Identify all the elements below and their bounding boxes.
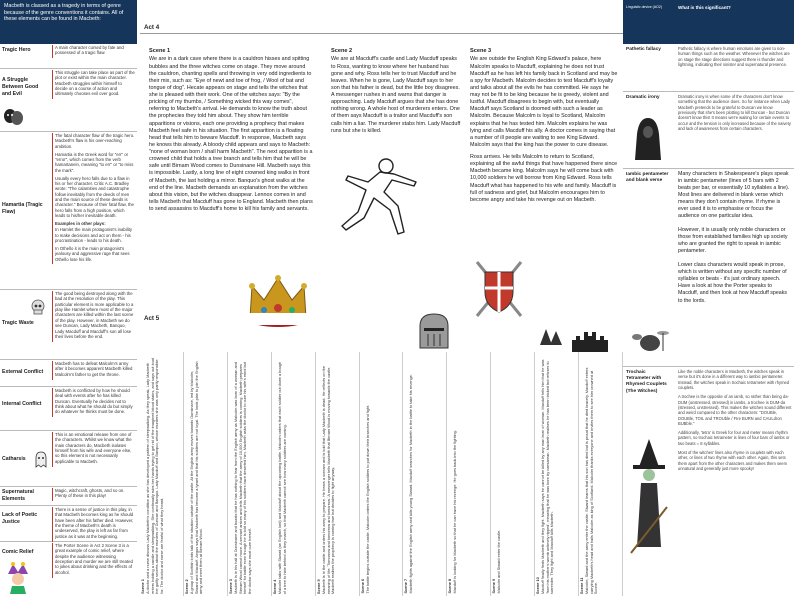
act-5-scene-4 (272, 352, 316, 596)
term-row-good-evil (0, 69, 137, 132)
scene-summary: Macbeth fights against the English army and kills young Siward. Macduff searches for Macbeth in the battle to take his revenge. (408, 374, 414, 594)
body-outline-icon (328, 152, 448, 242)
act-4-scene-1 (146, 46, 316, 256)
device-description: Pathetic fallacy is where human emotions are given to non-human things such as the weather. Whenever the witches are on stage the stage directions suggest there is thunder and lightning, indicating their sinister and supernatural presence. (678, 46, 790, 67)
term-label: A Struggle Between Good and Evil (2, 77, 39, 97)
term-row-tragic-hero (0, 44, 137, 69)
term-description: There is a sense of justice in this play, in that Macbeth becomes king as he should have been after his father died. However, the theme of Macbeth's death is undeserved, the play is left as far from justice as it was at the beginning. (52, 507, 135, 542)
device-label: Dramatic irony (626, 95, 660, 100)
act-5-scene-9 (491, 352, 535, 596)
genre-header: Macbeth is classed as a tragedy in terms of genre because of the genre conventions it contains. All of these elements can be found in Macbeth: (0, 0, 137, 44)
device-description: Like the noble characters in Macbeth, the witches speak in verse but it's done in a different way to iambic pentameter. Instead, the witches speak in trochaic tetrameter with rhymed couplets. A trochee is the opposite of an iamb, so rather than being da-DUM (unstressed, stressed) in iambs, a trochee is DUM-da (stressed, unstressed). This makes the witches sound different and weird compared to the other characters: "DOUBle, DOUBle, TOIL and TROUble / FIre BURN and CAULdron BUBble." Additionally, 'tetra' is Greek for four and meter means rhythm pattern, so trochaic tetrameter is lines of four bars of iambs or two beats = 8 syllables. Most of the witches' lines also rhyme in couplets with each other, or lines of two rhyme with each other. Again, this sets them apart from the other characters and makes them seem unnatural and generally just more spooky! (678, 369, 792, 471)
scene-summary: Macbeth is in the castle and orders his army to prepare. He hears a scream and is told that Lady Macbeth is dead. He reflects on the meaning of life: 'Tomorrow and tomorrow and tomorrow.' A messenger tells Macbeth that Birnam Wood is moving towards the castle. Macbeth realises the prophecy is coming true but decides to fight anyway. (320, 365, 335, 594)
device-description: Many characters in Shakespeare's plays speak in iambic pentameter (lines of 5 bars with 2 beats per bar, or essentially 10 syllables a line). Most lines are delivered in blank verse which means they don't contain rhyme. If rhyme is ever used it is to emphasise or focus the audience on one particular idea. However, it is usually only noble characters or those from established families high up society who are granted the right to speak in iambic pentameter. Lower class characters would speak in prose, which is written without any specific number of syllables or beats - it's just ordinary speech. Have a look at how the Porter speaks to Macduff, and then look at how Macduff speaks to the lords. (678, 171, 790, 304)
scene-summary: We are outside the English King Edward's palace, here Malcolm speaks to Macduff, explaining he does not trust Macduff as he has left his family back in Scotland and may be a spy for Macbeth. Malcolm decides to test Macduff's loyalty and talks about all the evils he has committed. He says he may not be fit to be king because he is greedy, violent and lustful. Macduff disagrees to begin with, but eventually Macduff says Scotland is doomed with such a leader as Malcolm. Because Malcolm is loyal to Scotland, Malcolm explains that he has tested him. Malcolm explains he was lying and calls Macduff his ally. A doctor comes in saying that a number of ill people are waiting to see King Edward. Malcolm says that the king has the power to cure disease. (470, 56, 618, 148)
term-label: External Conflict (2, 369, 44, 375)
term-row-internal-conflict (0, 387, 137, 431)
device-row-dramatic-irony (623, 92, 794, 169)
scene-summary: Malcolm and Siward enter the castle. (496, 530, 502, 594)
term-row-tragic-waste (0, 290, 137, 360)
scene-heading: Scene 7 (403, 579, 409, 594)
act-4-scene-2 (328, 46, 464, 146)
term-label: Internal Conflict (2, 401, 42, 407)
term-row-external-conflict (0, 360, 137, 387)
scene-heading: Scene 2 (331, 48, 353, 54)
scene-summary: Macduff finally finds Macbeth and they fight. Macbeth says he cannot be killed by any man born of woman. Macduff tells him that he was 'from his mother's womb untimely ripped', meaning that he was born by caesarean. Macbeth realises he has been tricked but refuses to surrender. They fight and Macduff kills Macbeth. (539, 359, 555, 594)
scene-heading: Scene 10 (535, 577, 541, 594)
scene-heading: Scene 9 (491, 579, 497, 594)
scene-summary: A group of Scottish lords talk of the situation outside of the castle. At the English army moves towards Dunsinane, led by Malcolm, Siward and Macduff. Angus says that Macbeth has become a tyrant and that his soldiers are not loyal. The lords plan to join the English army and meet them at Birnam Wood. (188, 361, 204, 594)
act-5-scene-11 (579, 352, 623, 596)
device-column-header: Linguistic device (AO2) (623, 0, 672, 44)
scene-heading: Scene 1 (140, 579, 145, 594)
trees-silhouette-icon (538, 327, 564, 345)
significance-column-header: What is this significant? (672, 0, 794, 44)
term-row-supernatural (0, 487, 137, 506)
term-description: A main character cursed by fate and possessed of a tragic flaw. (52, 45, 135, 58)
device-label: Trochaic Tetrameter with Rhymed Couplets (The Witches) (626, 370, 667, 394)
act-4-scene-3 (467, 46, 621, 266)
scene-heading: Scene 3 (227, 579, 233, 594)
ghost-icon (33, 451, 49, 469)
device-label: Iambic pentameter and blank verse (626, 172, 669, 184)
scene-summary: Ross arrives. He tells Malcolm to return to Scotland, explaining all the awful things that have happened there since Macbeth became king. Malcolm says he will come back with 10,000 soldiers he will borrow from King Edward. Ross tells Macduff what has happened to his wife and family. Macduff is full of sadness and grief, but Malcolm encourages him to become angry and take his revenge out on Macbeth. (470, 154, 618, 203)
scene-heading: Scene 5 (315, 579, 321, 594)
act-5-scene-5 (316, 352, 360, 596)
term-row-hamartia (0, 132, 137, 290)
term-description: The Porter Scene in Act 2 Scene 3 is a great example of comic relief, where despite the audience witnessing deception and murder we are still treated to jokes about drinking and the effects of alcohol. (52, 543, 135, 578)
act-4-header: Act 4 (140, 22, 623, 34)
witch-icon (629, 437, 669, 557)
drum-kit-icon (631, 319, 669, 353)
scene-heading: Scene 11 (579, 577, 585, 594)
scene-heading: Scene 4 (271, 579, 277, 594)
scene-summary: A doctor and a nurse discuss Lady Macbeth's condition as she has developed a pattern of sleepwalking. As they speak, Lady Macbeth enters holding a candle and sleepwalking. She continually rubs her hands trying to get rid of the imagined blood stains, and says out loud her guilty secrets about the murders of Duncan and Banquo. Lady Macduff and Banquo, whose murders she was only partly responsible for. The doctor and nurse are fearful of what they heard. (144, 358, 165, 594)
scene-summary: We are in a dark cave where there is a cauldron hisses and spitting bubbles and the three witches come on stage. They move around the cauldron, chanting spells and throwing in very odd ingredients to their mix, such as: "Eye of newt and toe of frog, / Wool of bat and tongue of dog". Hecate appears on stage and tells the witches that she is pleased with their work. One of the witches says: "By the pricking of my thumbs, / Something wicked this way comes", referring to Macbeth's arrival. He demands to know the truth about the prophecies they told him about. They show him terrible apparitions or visions, each one providing a prophecy that makes Macbeth feel safe in his situation. The first apparition is a floating head that tells him to beware Macduff. In response, Macbeth says he knows this already. A bloody child appears and says to Macbeth: "none of woman born / shall harm Macbeth". The next apparition is a crowned child that holds a tree branch and tells him that he will be safe until Birnam Wood comes to Dunsinane Hill. Macbeth says this is impossible. Lastly, a long line of eight crowned king walks in front of Macbeth, the last holding a mirror. Banquo's ghost walks at the end of the line. Macbeth demands an explanation from the witches about this vision, but the witches disappear. Lennox comes in and tells Macbeth that Macduff has gone to England. Macbeth then plans to send assassins to Macduff's home to kill his family and servants. (149, 56, 313, 212)
scene-heading: Scene 6 (359, 579, 365, 594)
term-row-catharsis (0, 431, 137, 487)
scene-heading: Scene 1 (149, 48, 171, 54)
act-5-scene-2 (184, 352, 228, 596)
term-description: This is an emotional release from one of the characters. Whilst we know what the main characters do, Macbeth isolates himself from his wife and everyone else, so this element is not necessarily applicable to Macbeth. (52, 432, 135, 467)
term-description: Macbeth has to defeat Malcolm's army after it becomes apparent Macbeth killed Malcolm's father to get the throne. (52, 361, 135, 380)
term-label: Supernatural Elements (2, 489, 34, 502)
term-label: Tragic Waste (2, 320, 34, 326)
device-row-pathetic-fallacy (623, 44, 794, 92)
hooded-figure-icon (631, 116, 665, 160)
scene-summary: We are at Macduff's castle and Lady Macduff speaks to Ross, wanting to know where her husband has gone and why. Ross tells her to trust Macduff and he leaves. When he is gone, Lady Macduff says to her son that his father is dead, but the little boy disagrees. A messenger rushes in and warns that danger is approaching. Lady Macduff argues that she has done nothing wrong. A whole host of murderers enters. One of them says Macduff is a traitor and Macduff's son calls him a liar. The murderer stabs him. Lady Macduff runs but she is killed. (331, 56, 461, 134)
term-label: Hamartia (Tragic Flaw) (2, 202, 43, 215)
scene-heading: Scene 8 (447, 579, 453, 594)
act-5-scene-7 (403, 352, 447, 596)
term-description: The fatal character flaw of the tragic hero. Macbeth's flaw is his over-reaching ambition. Hamartia is the Greek word for "err" or "error", which comes from the verb hamartanein, meaning "to err" or "to miss the mark". Usually every hero falls due to a flaw in his or her character. Critic A.C. Bradley wrote: "The calamities and catastrophe follow inevitably from the deeds of men and the main source of these deeds is character." Because of their fatal flaw, the hero falls from a high position, which leads to his/her inevitable death. Examples in other plays: In Hamlet the main protagonist's inability to make decisions and act on them - his procrastination - leads to his death. In Othello it is the main protagonist's jealousy and aggressive rage that sees Othello lose his life. (52, 133, 135, 264)
act-5-scene-3 (228, 352, 272, 596)
castle-silhouette-icon (570, 328, 614, 354)
knight-helmet-icon (414, 312, 454, 350)
term-description: The good being destroyed along with the bad at the resolution of the play. This particular element is more applicable to a play like Hamlet where most of the major characters are killed within the last scene of the play. However, in Macbeth we do see Duncan, Lady Macbeth, Banquo, Lady Macduff and Macduff's son all lose their lives before the end. (52, 291, 135, 342)
device-label: Pathetic fallacy (626, 47, 661, 52)
scene-summary: Macduff is looking for Macbeth so that he can have his revenge. He goes back into the fighting. (452, 430, 458, 594)
jester-icon (4, 562, 32, 594)
skull-icon (28, 298, 48, 316)
linguistic-devices-column (623, 0, 794, 596)
act-5-scene-6 (360, 352, 404, 596)
scene-summary: Malcolm, Siward and the army enter the castle. Siward learns that his son has died but is proud that he died bravely. Macduff enters carrying Macbeth's head and hails Malcolm as king of Scotland. Malcolm thanks everyone and invites them to see him crowned at Scone. (583, 367, 599, 594)
device-description: Dramatic irony is when some of the characters don't know something that the audience does. So for instance when Lady Macbeth pretends to be grateful to Duncan we know previously that she's been plotting to kill Duncan - but Duncan doesn't know this! It means we're waiting for certain events to occur and the tension is only increased because of the naivety and lack of awareness from certain characters. (678, 94, 791, 131)
term-label: Comic Relief (2, 549, 34, 555)
genre-conventions-column (0, 0, 137, 596)
act-5-scene-8 (447, 352, 491, 596)
scene-heading: Scene 3 (470, 48, 492, 54)
scene-summary: The battle begins outside the castle. Malcolm orders the English soldiers to put down their branches and fight. (364, 405, 370, 594)
scene-summary: Macbeth is in his hall at Dunsinane and boasts that he has nothing to fear from the English army as Malcolm was born of a woman and Birnam Wood cannot move. A servant arrives and tells Macbeth that the army of 10,000 English soldiers is coming. Macbeth prepares himself for battle even though he is told so many of his soldiers have deserted him. Macbeth asks the doctor to cure his wife's mind but the doctor says she must cure herself. (232, 362, 252, 594)
term-description: This struggle can take place as part of the plot or exist within the main character. Macbeth struggles within himself to decide on a course of action and ultimately chooses evil over good. (52, 70, 135, 99)
theatre-masks-icon (2, 107, 24, 127)
device-row-iambic-pentameter (623, 169, 794, 367)
term-row-poetic-justice (0, 506, 137, 542)
term-label: Catharsis (2, 456, 26, 462)
term-row-comic-relief (0, 542, 137, 596)
scene-heading: Scene 2 (183, 579, 189, 594)
act-5-scene-10 (535, 352, 579, 596)
act-5-scene-1 (140, 352, 184, 596)
term-label: Lack of Poetic Justice (2, 512, 38, 525)
term-label: Tragic Hero (2, 47, 31, 53)
shield-swords-icon (473, 258, 525, 320)
term-description: Macbeth is conflicted by how he should deal with events after he has killed Duncan. Eventually he decides not to think about what he should do but simply do whatever he thinks must be done. (52, 388, 135, 417)
scene-summary: Malcolm talks with Siward (an English lord) and Macduff about the upcoming battle. Malcolm orders that each soldier cut down a bough of a tree to hide behind as they march, so that Macbeth cannot see how many soldiers are coming. (276, 361, 287, 594)
act-5-header: Act 5 (140, 313, 440, 325)
device-row-trochaic-tetrameter (623, 367, 794, 596)
term-description: Magic, witchcraft, ghosts, and so on. Plenty of these in this play! (52, 488, 135, 501)
